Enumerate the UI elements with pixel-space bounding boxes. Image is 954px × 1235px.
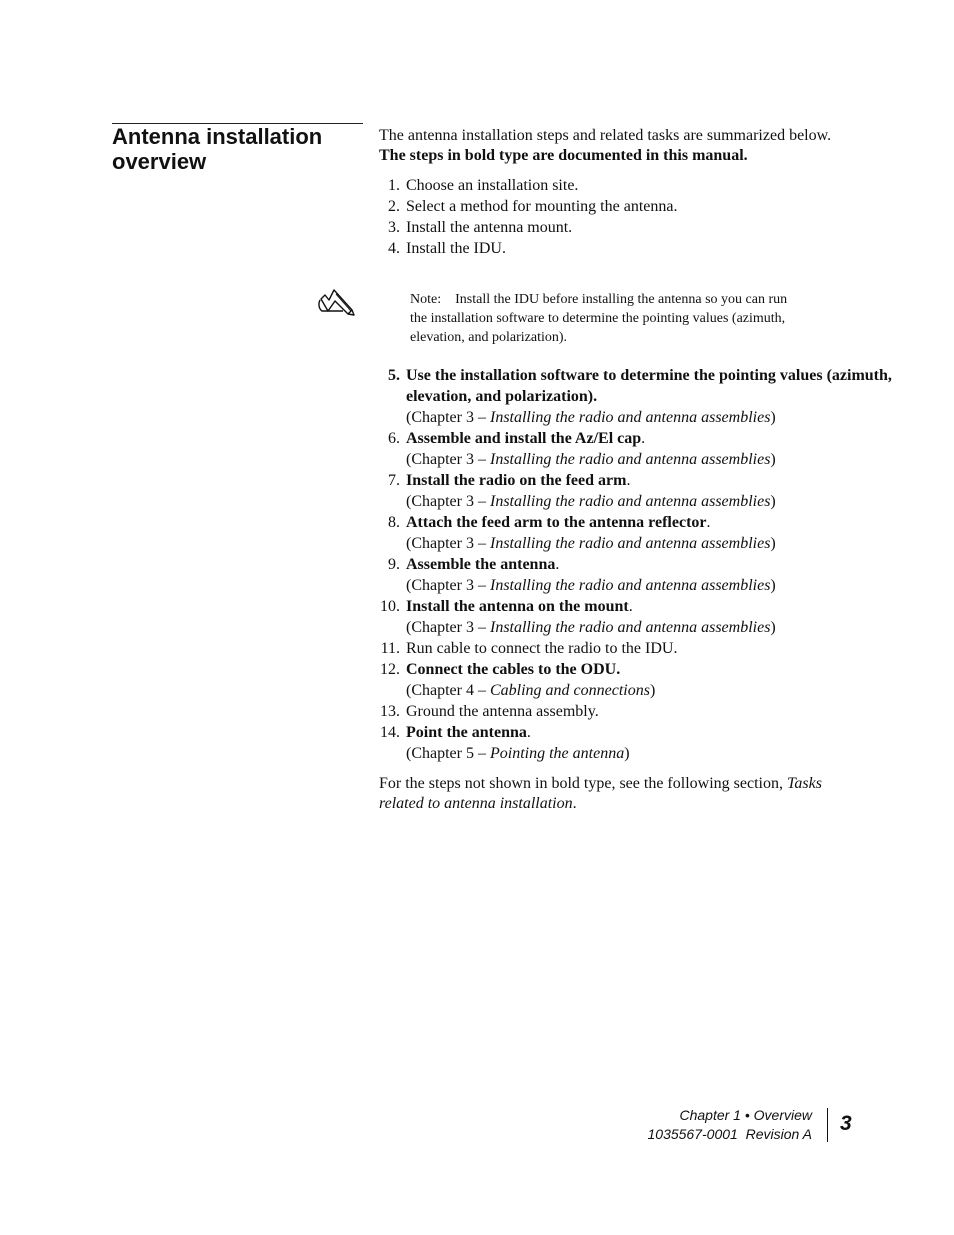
chapter-reference: [406, 491, 954, 512]
list-item: [379, 470, 954, 512]
ref-close: ): [770, 409, 776, 426]
step-label: Attach the feed arm to the antenna reflector: [406, 514, 707, 531]
ref-title: Pointing the antenna: [489, 745, 625, 762]
footer-chapter: Chapter 1 • Overview: [679, 1107, 812, 1123]
step-label: Ground the antenna assembly.: [406, 703, 599, 720]
list-item: [379, 217, 677, 238]
list-item: [379, 722, 954, 764]
step-label: Install the antenna on the mount: [406, 598, 629, 615]
ref-title: Installing the radio and antenna assemblies: [489, 409, 771, 426]
ref-chapter: (Chapter 3 –: [406, 577, 490, 594]
list-item: [379, 512, 954, 554]
section-title: Antenna installation overview: [112, 124, 323, 174]
ref-chapter: (Chapter 3 –: [406, 451, 490, 468]
note-label: Note:: [410, 292, 442, 307]
outro-paragraph: [379, 774, 839, 814]
ref-title: Installing the radio and antenna assemblies: [489, 535, 771, 552]
pencil-note-icon: [317, 287, 357, 317]
ref-title: Cabling and connections: [489, 682, 650, 699]
ref-close: ): [770, 619, 776, 636]
intro-paragraph: [379, 126, 839, 166]
chapter-reference: [406, 449, 954, 470]
intro-bold-text: The steps in bold type are documented in this manual.: [379, 147, 748, 164]
step-number: 5.: [388, 367, 400, 384]
step-number: 7.: [388, 472, 400, 489]
outro-text: For the steps not shown in bold type, see the following section,: [379, 775, 783, 792]
ref-chapter: (Chapter 5 –: [406, 745, 490, 762]
note-text: [410, 290, 790, 347]
steps-list-a: [379, 175, 677, 259]
step-label: Connect the cables to the ODU.: [406, 661, 621, 678]
list-item: [379, 659, 954, 701]
step-number: 9.: [388, 556, 400, 573]
step-number: 8.: [388, 514, 400, 531]
step-number: 3.: [388, 219, 400, 236]
note-body: Install the IDU before installing the antenna so you can run the installation software to determine the pointing values (azimuth, elevation, and polarization).: [410, 292, 788, 345]
ref-close: ): [649, 682, 656, 699]
step-number: 13.: [380, 703, 400, 720]
ref-chapter: (Chapter 3 –: [406, 619, 490, 636]
list-item: [379, 175, 677, 196]
step-label: Use the installation software to determine the pointing values (azimuth, elevation, and polarization).: [406, 367, 892, 405]
ref-close: ): [770, 577, 776, 594]
list-item: [379, 428, 954, 470]
ref-title: Installing the radio and antenna assemblies: [489, 577, 771, 594]
step-label: Select a method for mounting the antenna.: [406, 198, 678, 215]
page-number: 3: [840, 1112, 852, 1135]
ref-chapter: (Chapter 3 –: [406, 535, 490, 552]
list-item: [379, 554, 954, 596]
footer-divider: [827, 1108, 828, 1142]
ref-close: ): [770, 451, 776, 468]
ref-title: Installing the radio and antenna assemblies: [489, 493, 771, 510]
step-number: 11.: [380, 640, 400, 657]
ref-close: ): [770, 535, 776, 552]
list-item: [379, 238, 677, 259]
step-label: Point the antenna: [406, 724, 527, 741]
step-label: Choose an installation site.: [406, 177, 579, 194]
step-number: 2.: [388, 198, 400, 215]
step-number: 6.: [388, 430, 400, 447]
step-label: Assemble and install the Az/El cap: [406, 430, 642, 447]
step-label: Assemble the antenna: [406, 556, 556, 573]
steps-list-b: [379, 365, 954, 764]
chapter-reference: [406, 533, 954, 554]
intro-text: The antenna installation steps and related tasks are summarized below.: [379, 127, 832, 144]
chapter-reference: [406, 407, 954, 428]
step-label: Install the IDU.: [406, 240, 506, 257]
chapter-reference: [406, 680, 954, 701]
ref-chapter: (Chapter 3 –: [406, 493, 490, 510]
step-label: Install the radio on the feed arm: [406, 472, 627, 489]
ref-chapter: (Chapter 3 –: [406, 409, 490, 426]
related-section-link: Tasks related to antenna installation: [379, 775, 822, 812]
ref-title: Installing the radio and antenna assemblies: [489, 451, 771, 468]
step-number: 4.: [388, 240, 400, 257]
ref-close: ): [770, 493, 776, 510]
step-number: 1.: [388, 177, 400, 194]
step-punct: .: [628, 598, 633, 615]
ref-close: ): [624, 745, 630, 762]
step-number: 14.: [380, 724, 400, 741]
step-number: 10.: [380, 598, 400, 615]
list-item: [379, 701, 954, 722]
footer-doc-id: 1035567-0001 Revision A: [647, 1126, 812, 1142]
list-item: [379, 365, 954, 428]
ref-chapter: (Chapter 4 –: [406, 682, 490, 699]
step-punct: .: [526, 724, 531, 741]
step-label: Install the antenna mount.: [406, 219, 573, 236]
outro-end: .: [572, 795, 577, 812]
chapter-reference: [406, 743, 954, 764]
ref-title: Installing the radio and antenna assemblies: [489, 619, 771, 636]
chapter-reference: [406, 575, 954, 596]
step-number: 12.: [380, 661, 400, 678]
page-footer: [648, 1106, 813, 1144]
step-punct: .: [706, 514, 711, 531]
list-item: [379, 596, 954, 638]
step-punct: .: [555, 556, 560, 573]
step-punct: .: [641, 430, 646, 447]
step-label: Run cable to connect the radio to the IDU.: [406, 640, 678, 657]
list-item: [379, 638, 954, 659]
step-punct: .: [626, 472, 631, 489]
list-item: [379, 196, 677, 217]
chapter-reference: [406, 617, 954, 638]
